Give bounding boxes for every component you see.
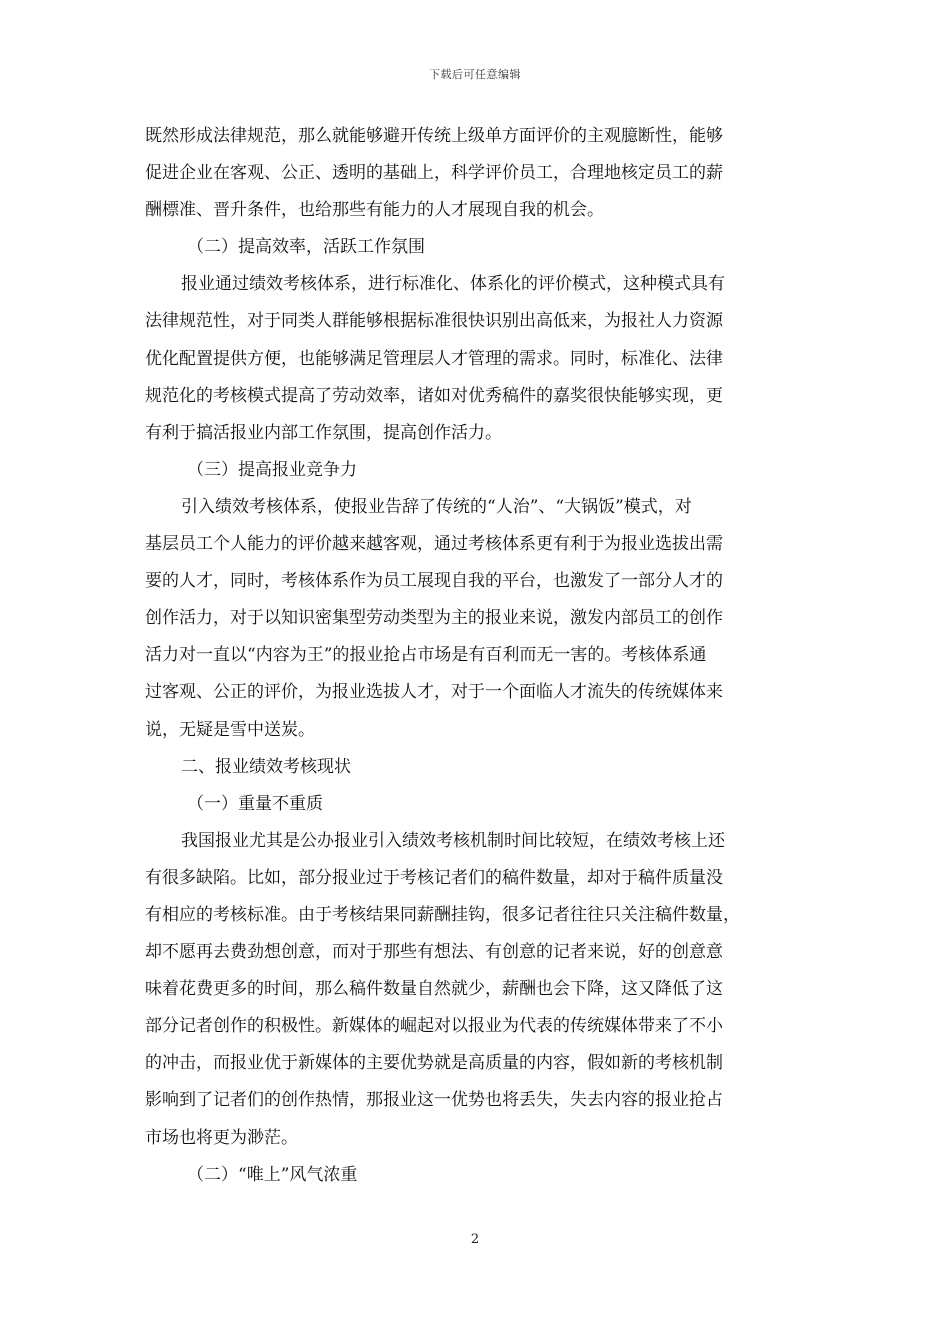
text-line: 的冲击，而报业优于新媒体的主要优势就是高质量的内容，假如新的考核机制 xyxy=(145,1053,723,1074)
text-line: 有相应的考核标准。由于考核结果同薪酬挂钩，很多记者往往只关注稿件数量， xyxy=(145,904,740,925)
section-heading: （二）“唯上”风气浓重 xyxy=(187,1164,358,1185)
page-number: 2 xyxy=(470,1232,480,1247)
section-heading: （二）提高效率，活跃工作氛围 xyxy=(187,237,425,258)
text-line: 市场也将更为渺茫。 xyxy=(145,1127,298,1148)
text-line: 引入绩效考核体系，使报业告辞了传统的“人治”、“大锅饭”模式，对 xyxy=(181,496,692,517)
text-line: 影响到了记者们的创作热情，那报业这一优势也将丢失，失去内容的报业抢占 xyxy=(145,1090,723,1111)
document-body xyxy=(145,118,810,1194)
text-line: 说，无疑是雪中送炭。 xyxy=(145,719,315,740)
text-line: 要的人才，同时，考核体系作为员工展现自我的平台，也激发了一部分人才的 xyxy=(145,571,723,592)
text-line: 有很多缺陷。比如，部分报业过于考核记者们的稿件数量，却对于稿件质量没 xyxy=(145,867,723,888)
text-line: 酬標准、晋升条件，也给那些有能力的人才展现自我的机会。 xyxy=(145,200,604,221)
text-line: 味着花费更多的时间，那么稿件数量自然就少，薪酬也会下降，这又降低了这 xyxy=(145,979,723,1000)
text-line: 过客观、公正的评价，为报业选拔人才，对于一个面临人才流失的传统媒体来 xyxy=(145,682,723,703)
chapter-heading: 二、报业绩效考核现状 xyxy=(181,756,351,777)
text-line: 创作活力，对于以知识密集型劳动类型为主的报业来说，激发内部员工的创作 xyxy=(145,608,723,629)
text-line: 既然形成法律规范，那么就能够避开传统上级单方面评价的主观臆断性，能够 xyxy=(145,126,723,146)
text-line: 报业通过绩效考核体系，进行标准化、体系化的评价模式，这种模式具有 xyxy=(181,274,725,295)
text-line: 促进企业在客观、公正、透明的基础上，科学评价员工，合理地核定员工的薪 xyxy=(145,163,723,184)
page-header: 下载后可任意编辑 xyxy=(429,68,521,81)
text-line: 优化配置提供方便，也能够满足管理层人才管理的需求。同时，标准化、法律 xyxy=(145,348,723,369)
text-line: 活力对一直以“内容为王”的报业抢占市场是有百利而无一害的。考核体系通 xyxy=(145,645,707,666)
section-heading: （三）提高报业竞争力 xyxy=(187,459,357,480)
text-line: 基层员工个人能力的评价越来越客观，通过考核体系更有利于为报业选拔出需 xyxy=(145,534,723,555)
text-line: 规范化的考核模式提高了劳动效率，诸如对优秀稿件的嘉奖很快能够实现，更 xyxy=(145,385,723,406)
text-line: 有利于搞活报业内部工作氛围，提高创作活力。 xyxy=(145,422,502,443)
text-line: 却不愿再去费劲想创意，而对于那些有想法、有创意的记者来说，好的创意意 xyxy=(145,942,723,963)
text-line: 我国报业尤其是公办报业引入绩效考核机制时间比较短，在绩效考核上还 xyxy=(181,830,725,851)
section-heading: （一）重量不重质 xyxy=(187,793,323,814)
text-line: 部分记者创作的积极性。新媒体的崛起对以报业为代表的传统媒体带来了不小 xyxy=(145,1016,723,1037)
text-line: 法律规范性，对于同类人群能够根据标准很快识别出高低来，为报社人力资源 xyxy=(145,311,723,332)
